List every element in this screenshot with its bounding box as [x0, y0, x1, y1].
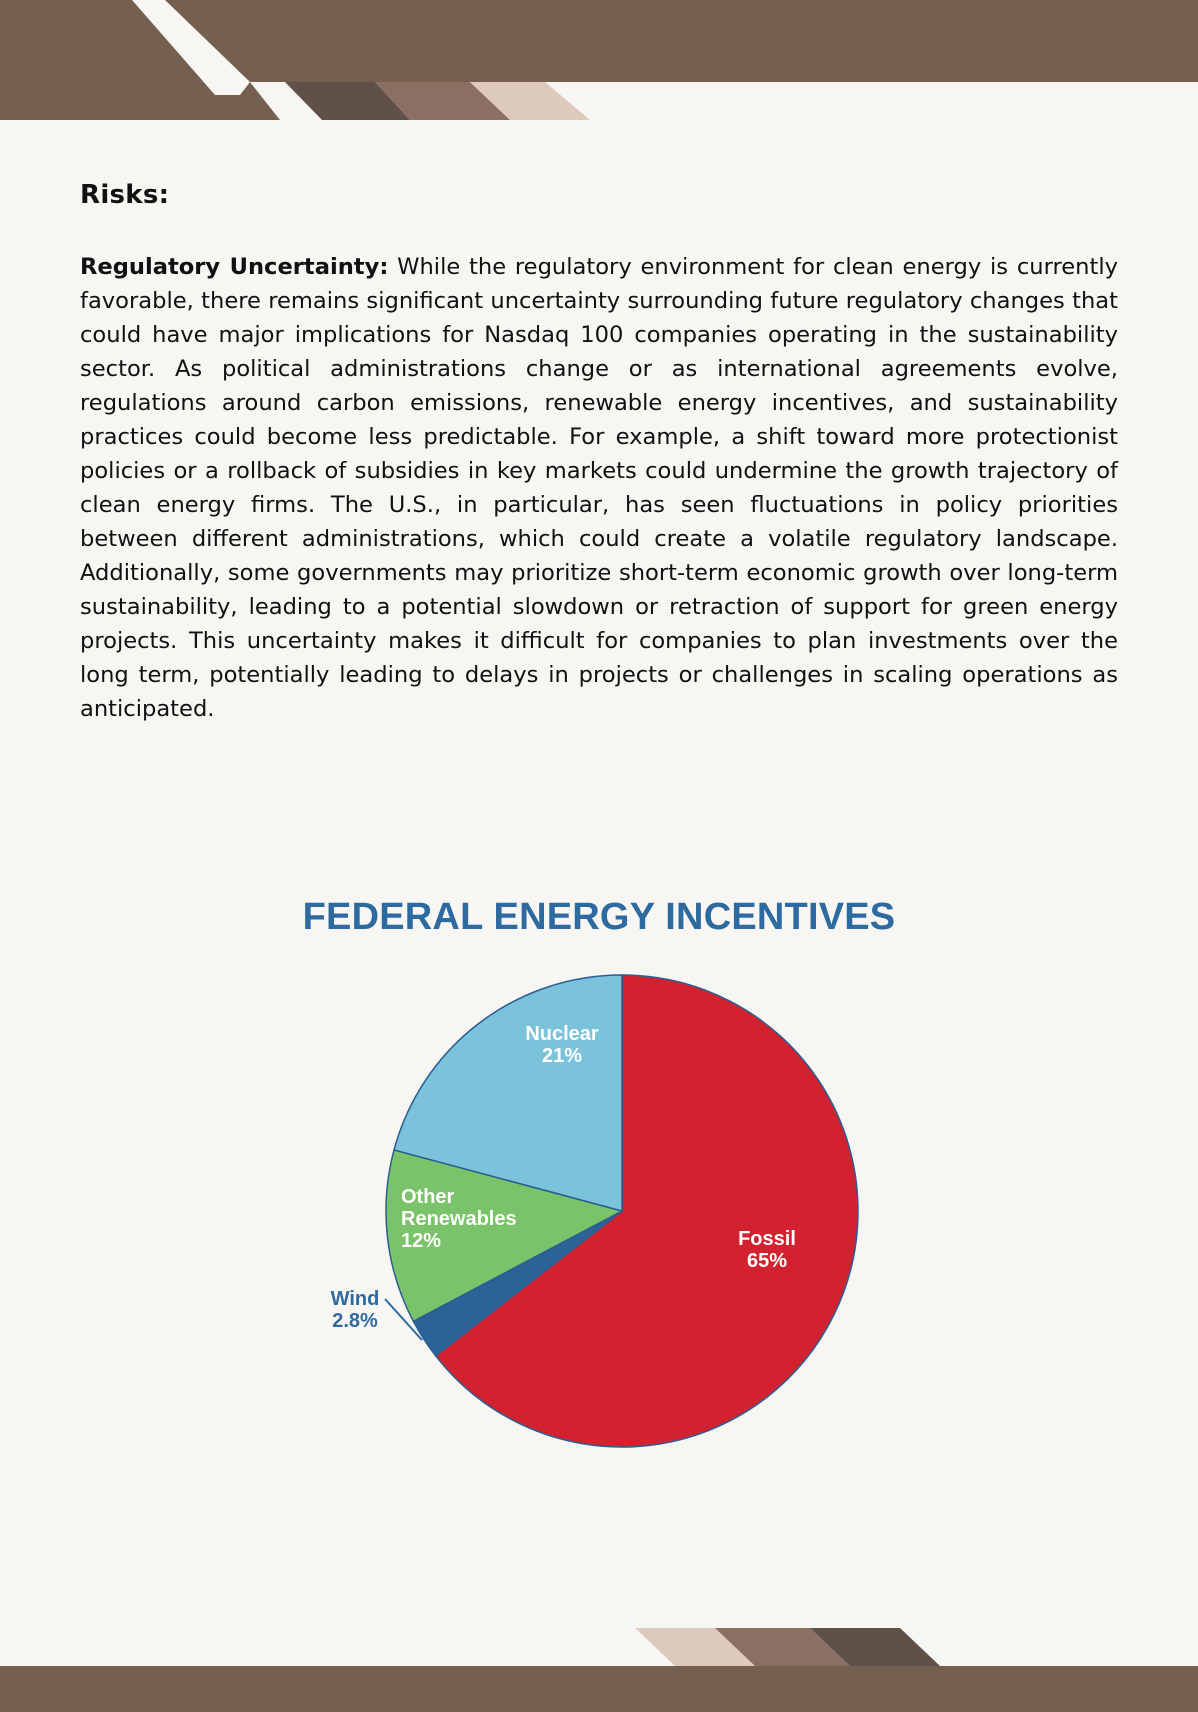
- top-decoration: [0, 0, 1198, 120]
- pie-label-value: 65%: [746, 1250, 788, 1272]
- chart-title: FEDERAL ENERGY INCENTIVES: [302, 896, 896, 938]
- pie-label-value: 21%: [541, 1045, 583, 1067]
- pie-label-value: 12%: [401, 1230, 442, 1252]
- pie-label-name: Nuclear: [525, 1023, 599, 1045]
- pie-label-value: 2.8%: [332, 1310, 378, 1332]
- pie-label-name: Fossil: [738, 1228, 796, 1250]
- pie-label-name: Wind: [330, 1288, 380, 1310]
- document-body: [80, 180, 1118, 726]
- pie-chart: [300, 960, 900, 1460]
- bottom-decoration: [0, 1620, 1198, 1712]
- paragraph-text: While the regulatory environment for clean energy is currently favorable, there remains significant uncertainty surrounding future regulatory changes that could have major implications for Nasdaq 100 companies operating in the sustainability sector. As political administrations change or as international agreements evolve, regulations around carbon emissions, renewable energy incentives, and sustainability practices could become less predictable. For example, a shift toward more protectionist policies or a rollback of subsidies in key markets could undermine the growth trajectory of clean energy firms. The U.S., in particular, has seen fluctuations in policy priorities between different administrations, which could create a volatile regulatory landscape. Additionally, some governments may prioritize short-term economic growth over long-term sustainability, leading to a potential slowdown or retraction of support for green energy projects. This uncertainty makes it difficult for companies to plan investments over the long term, potentially leading to delays in projects or challenges in scaling operations as anticipated.: [80, 254, 1118, 722]
- pie-label-name: Renewables: [401, 1208, 517, 1230]
- section-heading: Risks:: [80, 180, 170, 210]
- risk-paragraph: [80, 250, 1118, 726]
- paragraph-lead: Regulatory Uncertainty:: [80, 254, 389, 280]
- pie-label-wind: [331, 1288, 380, 1332]
- pie-label-name: Other: [401, 1186, 455, 1208]
- bottom-band: [0, 1666, 1198, 1712]
